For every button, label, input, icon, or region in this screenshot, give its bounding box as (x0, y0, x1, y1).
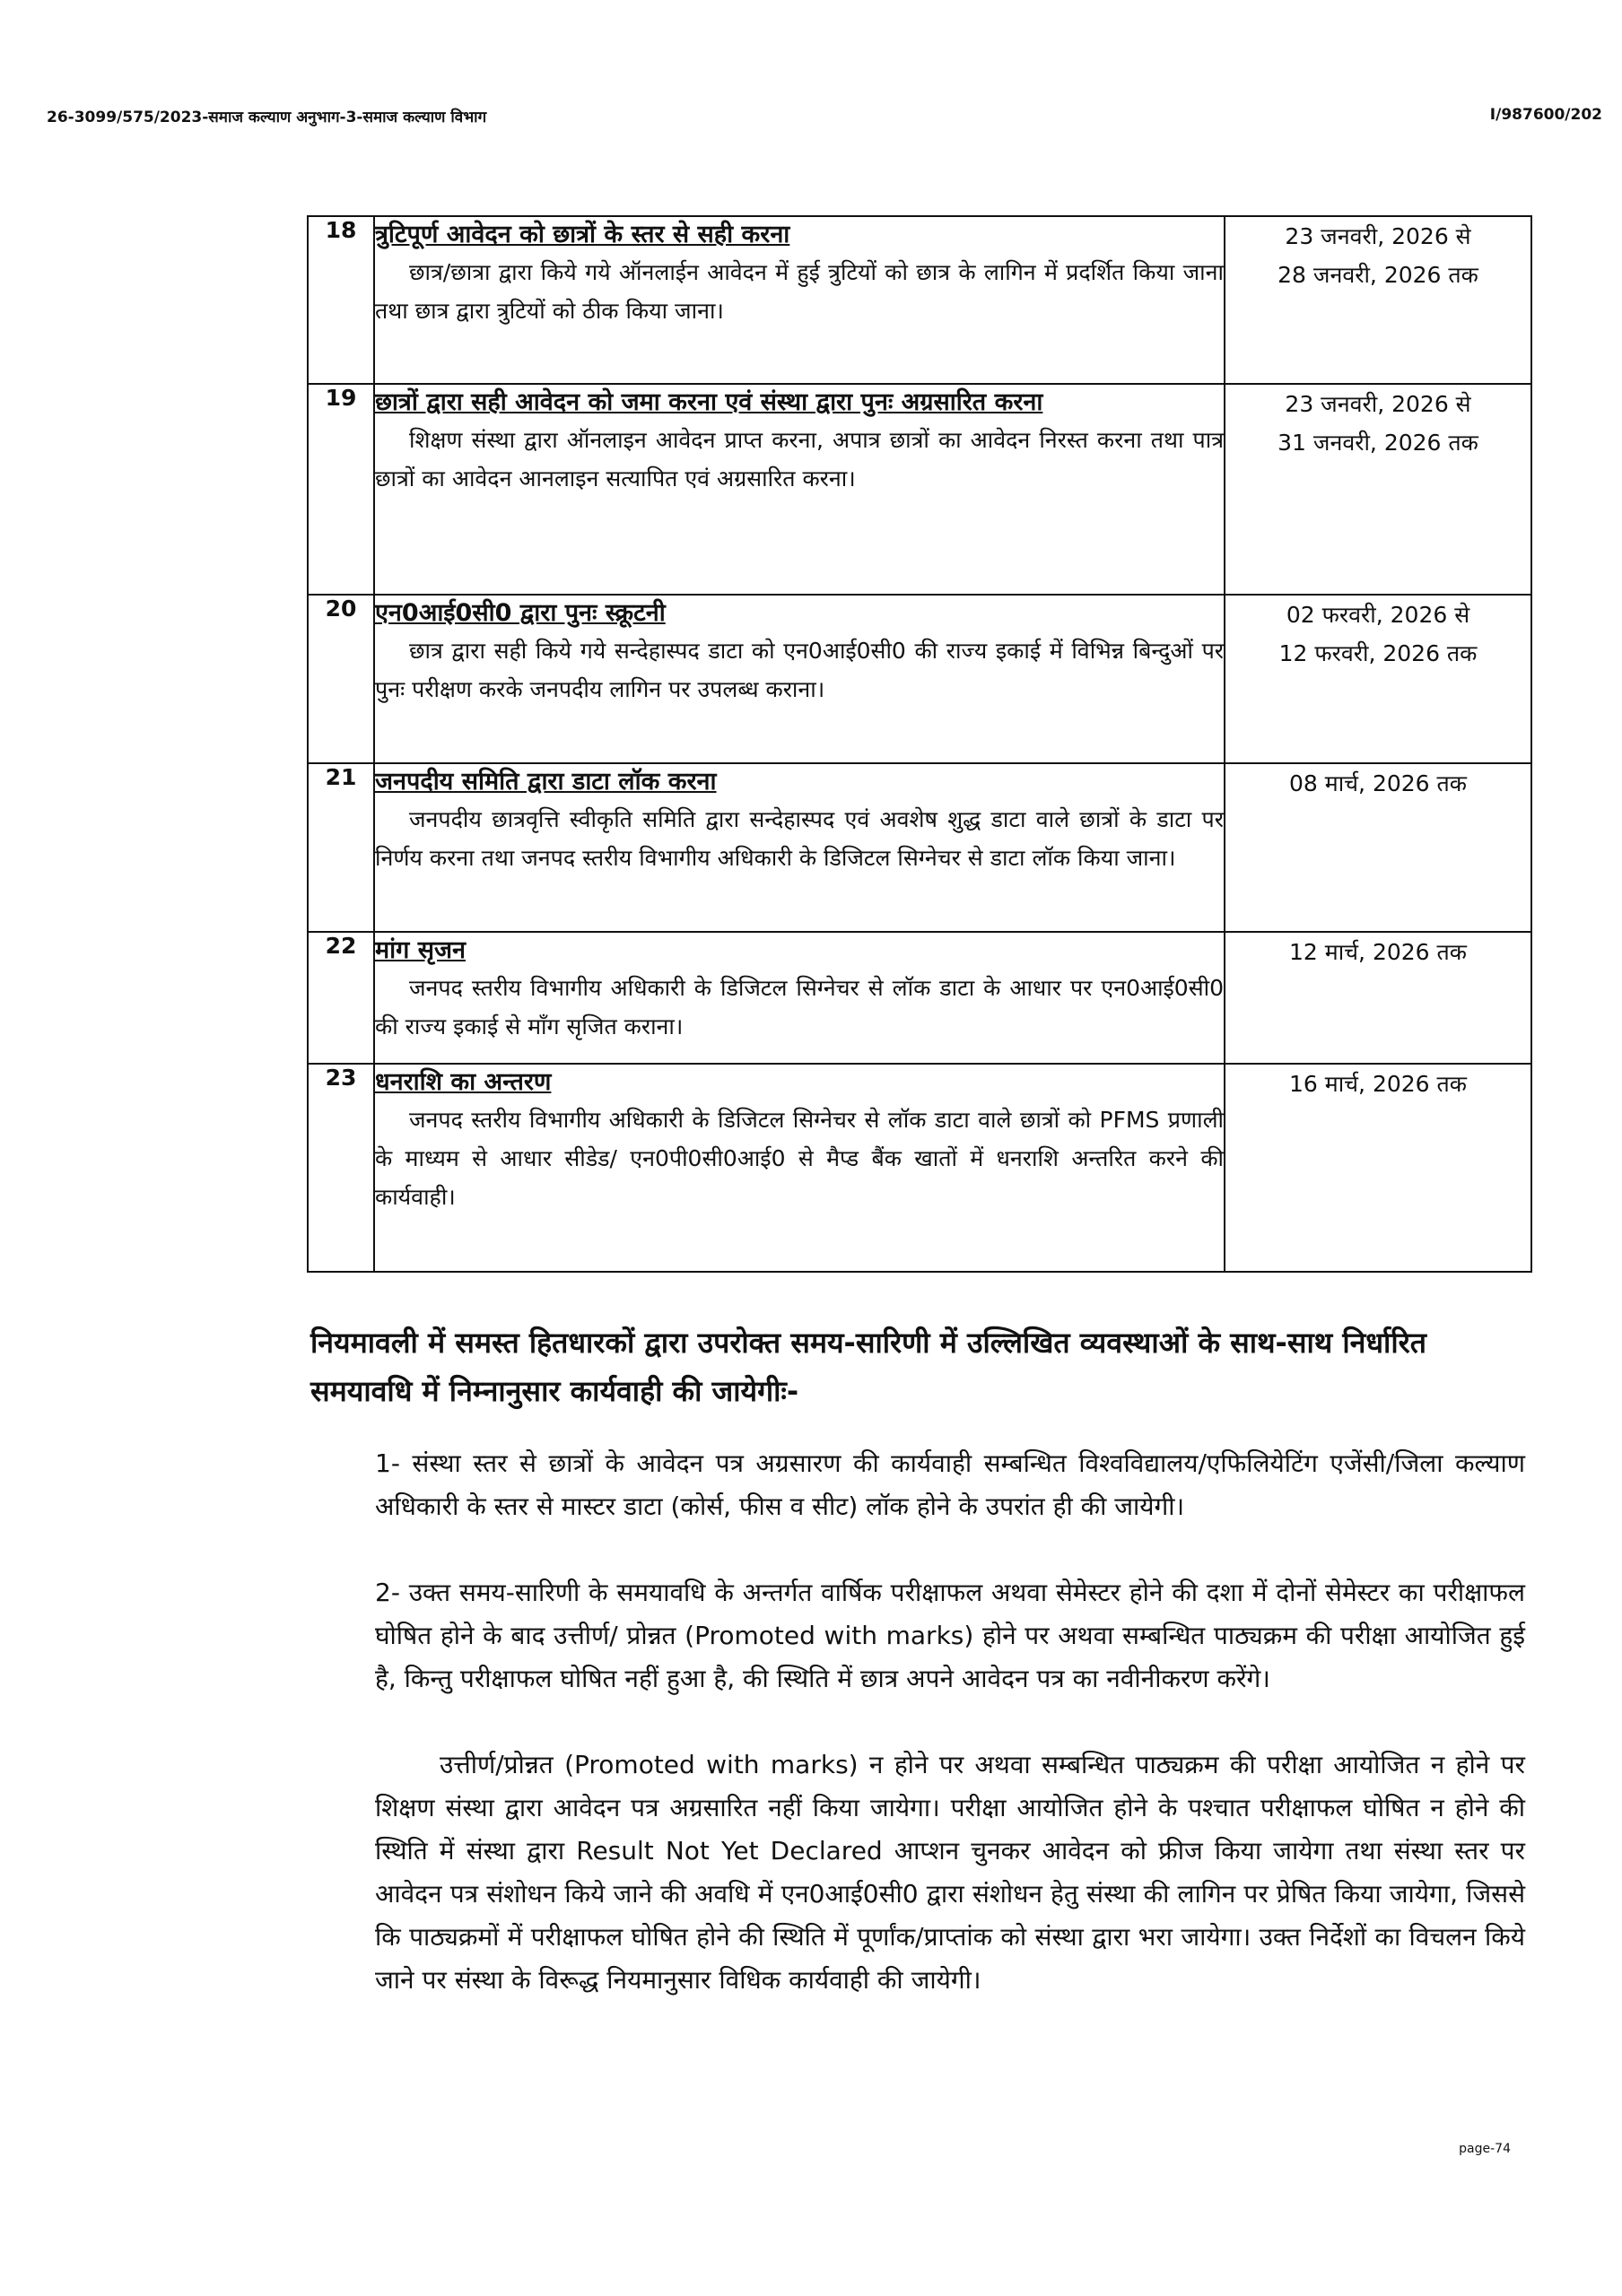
table-row (308, 216, 1531, 384)
row-date (1225, 595, 1531, 763)
row-title: छात्रों द्वारा सही आवेदन को जमा करना एवं संस्था द्वारा पुनः अग्रसारित करना (375, 388, 1043, 416)
row-body: छात्र द्वारा सही किये गये सन्देहास्पद डाटा को एन0आई0सी0 की राज्य इकाई में विभिन्न बिन्दुओं पर पुनः परीक्षण करके जनपदीय लागिन पर उपलब्ध कराना। (375, 638, 1224, 702)
row-description (374, 384, 1225, 595)
row-description (374, 763, 1225, 932)
row-description (374, 932, 1225, 1064)
date-from: 08 मार्च, 2026 तक (1289, 770, 1467, 796)
date-from: 02 फरवरी, 2026 से (1286, 602, 1470, 628)
row-date (1225, 384, 1531, 595)
row-body: छात्र/छात्रा द्वारा किये गये ऑनलाईन आवेदन में हुई त्रुटियों को छात्र के लागिन में प्रदर्शित किया जाना तथा छात्र द्वारा त्रुटियों को ठीक किया जाना। (375, 259, 1224, 324)
table-row (308, 763, 1531, 932)
row-number: 18 (308, 216, 374, 384)
document-id: I/987600/202 (1489, 106, 1602, 124)
date-to: 12 फरवरी, 2026 तक (1278, 640, 1478, 666)
row-number: 19 (308, 384, 374, 595)
table-row (308, 384, 1531, 595)
row-body: जनपदीय छात्रवृत्ति स्वीकृति समिति द्वारा सन्देहास्पद एवं अवशेष शुद्ध डाटा वाले छात्रों के डाटा पर निर्णय करना तथा जनपद स्तरीय विभागीय अधिकारी के डिजिटल सिग्नेचर से डाटा लॉक किया जाना। (375, 806, 1224, 871)
date-from: 12 मार्च, 2026 तक (1289, 939, 1467, 965)
row-date (1225, 932, 1531, 1064)
notice-heading: नियमावली में समस्त हितधारकों द्वारा उपरोक्त समय-सारिणी में उल्लिखित व्यवस्थाओं के साथ-साथ निर्धारित समयावधि में निम्नानुसार कार्यवाही की जायेगीः- (310, 1326, 1426, 1408)
row-date (1225, 1064, 1531, 1272)
table-row (308, 1064, 1531, 1272)
notice-paragraph-3: उत्तीर्ण/प्रोन्नत (Promoted with marks) न होने पर अथवा सम्बन्धित पाठ्यक्रम की परीक्षा आयोजित न होने पर शिक्षण संस्था द्वारा आवेदन पत्र अग्रसारित नहीं किया जायेगा। परीक्षा आयोजित होने के पश्चात परीक्षाफल घोषित न होने की स्थिति में संस्था द्वारा Result Not Yet Declared आप्शन चुनकर आवेदन को फ्रीज किया जायेगा तथा संस्था स्तर पर आवेदन पत्र संशोधन किये जाने की अवधि में एन0आई0सी0 द्वारा संशोधन हेतु संस्था की लागिन पर प्रेषित किया जायेगा, जिससे कि पाठ्यक्रमों में परीक्षाफल घोषित होने की स्थिति में पूर्णांक/प्राप्तांक को संस्था द्वारा भरा जायेगा। उक्त निर्देशों का विचलन किये जाने पर संस्था के विरूद्ध नियमानुसार विधिक कार्यवाही की जायेगी। (375, 1750, 1525, 1995)
notice-paragraph-1: 1- संस्था स्तर से छात्रों के आवेदन पत्र अग्रसारण की कार्यवाही सम्बन्धित विश्वविद्यालय/एफिलियेटिंग एजेंसी/जिला कल्याण अधिकारी के स्तर से मास्टर डाटा (कोर्स, फीस व सीट) लॉक होने के उपरांत ही की जायेगी। (375, 1448, 1525, 1521)
row-body: शिक्षण संस्था द्वारा ऑनलाइन आवेदन प्राप्त करना, अपात्र छात्रों का आवेदन निरस्त करना तथा पात्र छात्रों का आवेदन आनलाइन सत्यापित एवं अग्रसारित करना। (375, 427, 1224, 491)
table-row (308, 595, 1531, 763)
row-description (374, 1064, 1225, 1272)
schedule-table (307, 215, 1532, 1273)
file-reference: 26-3099/575/2023-समाज कल्याण अनुभाग-3-समाज कल्याण विभाग (47, 109, 487, 126)
row-body: जनपद स्तरीय विभागीय अधिकारी के डिजिटल सिग्नेचर से लॉक डाटा वाले छात्रों को PFMS प्रणाली के माध्यम से आधार सीडेड/ एन0पी0सी0आई0 से मैप्ड बैंक खातों में धनराशि अन्तरित करने की कार्यवाही। (375, 1107, 1224, 1210)
date-from: 23 जनवरी, 2026 से (1285, 223, 1471, 249)
date-to: 31 जनवरी, 2026 तक (1278, 430, 1478, 456)
date-from: 16 मार्च, 2026 तक (1289, 1071, 1467, 1097)
date-to: 28 जनवरी, 2026 तक (1278, 262, 1478, 288)
row-title: जनपदीय समिति द्वारा डाटा लॉक करना (375, 768, 717, 796)
row-description (374, 595, 1225, 763)
page-number: page-74 (1459, 2142, 1511, 2156)
row-title: धनराशि का अन्तरण (375, 1068, 552, 1096)
row-date (1225, 216, 1531, 384)
row-body: जनपद स्तरीय विभागीय अधिकारी के डिजिटल सिग्नेचर से लॉक डाटा के आधार पर एन0आई0सी0 की राज्य इकाई से माँग सृजित कराना। (375, 975, 1224, 1039)
row-number: 20 (308, 595, 374, 763)
notice-paragraph-2: 2- उक्त समय-सारिणी के समयावधि के अन्तर्गत वार्षिक परीक्षाफल अथवा सेमेस्टर होने की दशा में दोनों सेमेस्टर का परीक्षाफल घोषित होने के बाद उत्तीर्ण/ प्रोन्नत (Promoted with marks) होने पर अथवा सम्बन्धित पाठ्यक्रम की परीक्षा आयोजित हुई है, किन्तु परीक्षाफल घोषित नहीं हुआ है, की स्थिति में छात्र अपने आवेदन पत्र का नवीनीकरण करेंगे। (375, 1578, 1525, 1693)
row-number: 21 (308, 763, 374, 932)
row-title: एन0आई0सी0 द्वारा पुनः स्क्रूटनी (375, 599, 666, 627)
row-title: त्रुटिपूर्ण आवेदन को छात्रों के स्तर से सही करना (375, 221, 790, 248)
row-title: मांग सृजन (375, 936, 467, 964)
date-from: 23 जनवरी, 2026 से (1285, 391, 1471, 417)
row-number: 23 (308, 1064, 374, 1272)
row-description (374, 216, 1225, 384)
row-number: 22 (308, 932, 374, 1064)
table-row (308, 932, 1531, 1064)
row-date (1225, 763, 1531, 932)
